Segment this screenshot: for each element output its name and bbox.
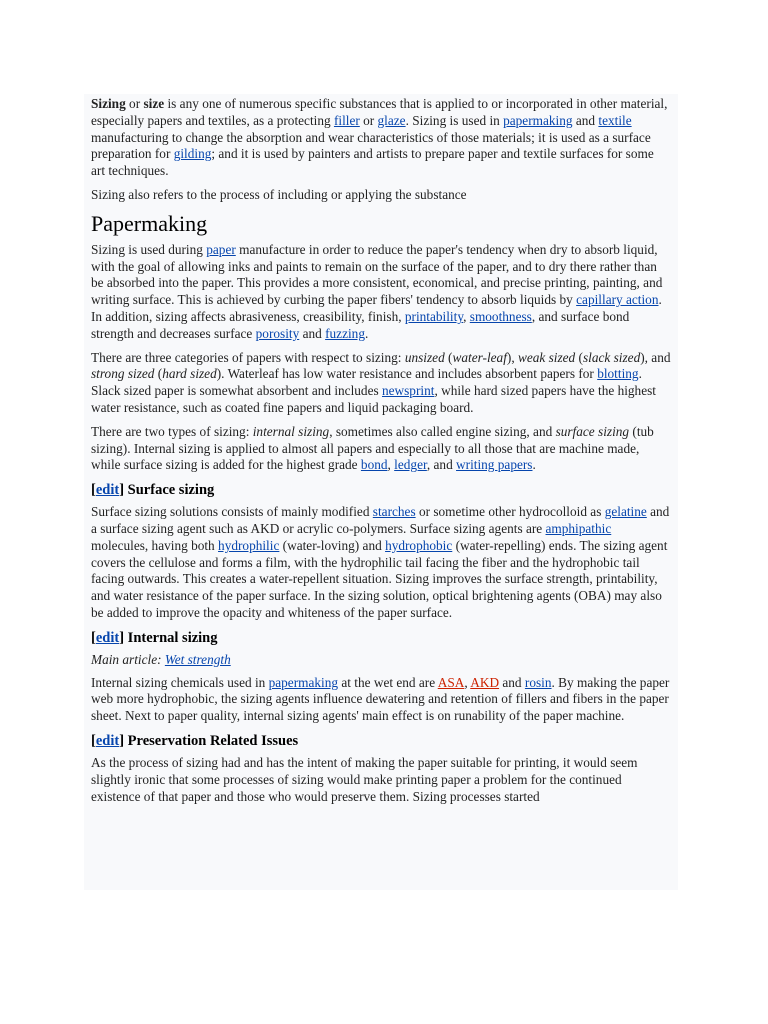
papermaking-paragraph-3: There are two types of sizing: internal sizing, sometimes also called engine sizing, and surface sizing (tub sizing). Internal sizing is applied to almost all papers and especially to all those that are machine made, while surface sizing is added for the highest grade bond, ledger, and writing papers. <box>91 423 654 473</box>
heading-papermaking: Papermaking <box>91 210 208 236</box>
heading-internal-sizing: [edit] Internal sizing <box>91 629 218 646</box>
surface-sizing-paragraph: Surface sizing solutions consists of mainly modified starches or sometime other hydrocolloid as gelatine and a surface sizing agent such as AKD or acrylic co-polymers. Surface sizing agents are amphipathic molecules, having both hydrophilic (water-loving) and hydrophobic (water-repelling) ends. The sizing agent covers the cellulose and forms a film, with the hydrophilic tail facing the fiber and the hydrophobic tail facing outwards. This creates a water-repellent situation. Sizing improves the surface strength, printability, and water resistance of the paper surface. In the sizing solution, optical brightening agents (OBA) may also be added to improve the opacity and whiteness of the paper surface. <box>91 504 670 620</box>
link-gilding[interactable]: gilding <box>173 146 212 162</box>
document-page <box>84 94 678 890</box>
link-fuzzing[interactable]: fuzzing <box>325 325 365 341</box>
papermaking-paragraph-2: There are three categories of papers with respect to sizing: unsized (water-leaf), weak sized (slack sized), and strong sized (hard sized). Waterleaf has low water resistance and includes absorbent papers for blotting. Slack sized paper is somewhat absorbent and includes newsprint, while hard sized papers have the highest water resistance, such as coated fine papers and liquid packaging board. <box>91 349 671 415</box>
hatnote-main-article: Main article: Wet strength <box>91 651 231 667</box>
link-filler[interactable]: filler <box>333 112 360 128</box>
link-capillary-action[interactable]: capillary action <box>576 292 659 308</box>
edit-link-surface-sizing[interactable]: edit <box>95 482 120 499</box>
link-blotting[interactable]: blotting <box>597 366 639 382</box>
link-starches[interactable]: starches <box>372 504 416 520</box>
article-body <box>84 94 678 805</box>
link-writing-papers[interactable]: writing papers <box>456 457 533 473</box>
link-hydrophobic[interactable]: hydrophobic <box>385 537 453 553</box>
link-bond[interactable]: bond <box>360 457 388 473</box>
link-porosity[interactable]: porosity <box>255 325 300 341</box>
internal-sizing-paragraph: Internal sizing chemicals used in papermaking at the wet end are ASA, AKD and rosin. By making the paper web more hydrophobic, the sizing agents influence dewatering and retention of fillers and fibers in the paper sheet. Next to paper quality, internal sizing agents' main effect is on runability of the paper machine. <box>91 674 670 724</box>
link-papermaking-2[interactable]: papermaking <box>268 674 339 690</box>
edit-link-preservation[interactable]: edit <box>95 732 120 749</box>
link-ledger[interactable]: ledger <box>394 457 427 473</box>
link-paper[interactable]: paper <box>206 241 236 257</box>
heading-surface-sizing: [edit] Surface sizing <box>91 482 215 499</box>
link-rosin[interactable]: rosin <box>524 674 552 690</box>
intro-paragraph: Sizing or size is any one of numerous specific substances that is applied to or incorporated in other material, especially papers and textiles, as a protecting filler or glaze. Sizing is used in papermaking and textile manufacturing to change the absorption and wear characteristics of those materials; it is used as a surface preparation for gilding; and it is used by painters and artists to prepare paper and textile surfaces for some art techniques. <box>91 96 668 179</box>
link-hydrophilic[interactable]: hydrophilic <box>218 537 280 553</box>
preservation-paragraph: As the process of sizing had and has the intent of making the paper suitable for printing, it would seem slightly ironic that some processes of sizing would make printing paper a problem for the continued existence of that paper and those who would preserve them. Sizing processes started <box>91 754 638 804</box>
link-amphipathic[interactable]: amphipathic <box>545 520 612 536</box>
link-akd[interactable]: AKD <box>470 674 500 690</box>
link-textile[interactable]: textile <box>598 112 632 128</box>
intro-paragraph-2: Sizing also refers to the process of including or applying the substance <box>91 186 467 202</box>
link-papermaking[interactable]: papermaking <box>503 112 573 128</box>
link-gelatine[interactable]: gelatine <box>604 504 647 520</box>
link-printability[interactable]: printability <box>404 308 464 324</box>
heading-preservation: [edit] Preservation Related Issues <box>91 732 299 749</box>
link-asa[interactable]: ASA <box>437 674 465 690</box>
edit-link-internal-sizing[interactable]: edit <box>95 629 120 646</box>
link-wet-strength[interactable]: Wet strength <box>164 651 231 667</box>
link-glaze[interactable]: glaze <box>377 112 406 128</box>
papermaking-paragraph-1: Sizing is used during paper manufacture in order to reduce the paper's tendency when dry to absorb liquid, with the goal of allowing inks and paints to remain on the surface of the paper, and to dry there rather than be absorbed into the paper. This provides a more consistent, economical, and precise printing, painting, and writing surface. This is achieved by curbing the paper fibers' tendency to absorb liquids by capillary action. In addition, sizing affects abrasiveness, creasibility, finish, printability, smoothness, and surface bond strength and decreases surface porosity and fuzzing. <box>91 241 663 341</box>
link-newsprint[interactable]: newsprint <box>381 383 435 399</box>
link-smoothness[interactable]: smoothness <box>469 308 532 324</box>
